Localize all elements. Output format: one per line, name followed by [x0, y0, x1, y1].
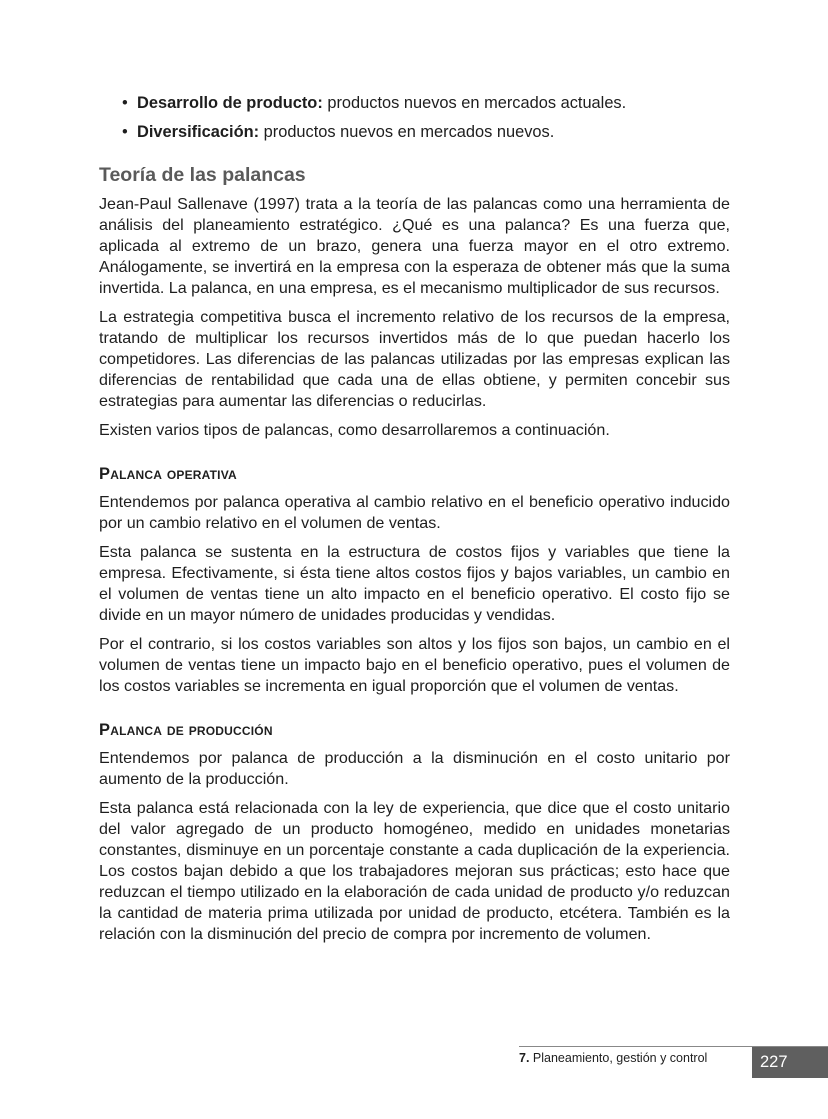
subsection-heading-produccion: Palanca de producción: [99, 721, 273, 739]
paragraph: Jean-Paul Sallenave (1997) trata a la teoría de las palancas como una herramienta de análisis del planeamiento estratégico. ¿Qué es una palanca? Es una fuerza que, aplicada al extremo de un brazo, genera una fuerza mayor en el otro extremo. Análogamente, se invertirá en la empresa con la esperaza de obtener más que la suma invertida. La palanca, en una empresa, es el mecanismo multiplicador de sus recursos.: [99, 195, 730, 297]
bullet-term: Diversificación:: [137, 123, 260, 141]
paragraph: Entendemos por palanca operativa al cambio relativo en el beneficio operativo inducido por un cambio relativo en el volumen de ventas.: [99, 493, 730, 532]
chapter-title: Planeamiento, gestión y control: [529, 1051, 708, 1065]
section-heading: Teoría de las palancas: [99, 164, 306, 186]
paragraph: Existen varios tipos de palancas, como desarrollaremos a continuación.: [99, 421, 610, 439]
list-item: [122, 92, 730, 114]
chapter-number: 7.: [519, 1051, 530, 1065]
page-content: [99, 92, 730, 953]
page-number: 227: [752, 1047, 828, 1078]
paragraph: Esta palanca está relacionada con la ley de experiencia, que dice que el costo unitario del valor agregado de un producto homogéneo, medido en unidades monetarias constantes, disminuye en un porcentaje constante a cada duplicación de la experiencia. Los costos bajan debido a que los trabajadores mejoran sus prácticas; esto hace que reduzcan el tiempo utilizado en la elaboración de cada unidad de producto y/o reduzcan la cantidad de materia prima utilizada por unidad de producto, etcétera. También es la relación con la disminución del precio de compra por incremento de volumen.: [99, 799, 730, 943]
bullet-term: Desarrollo de producto:: [137, 94, 323, 112]
list-item: [122, 121, 730, 143]
bullet-list: [99, 92, 730, 143]
bullet-text: productos nuevos en mercados nuevos.: [259, 123, 555, 141]
paragraph: Entendemos por palanca de producción a la disminución en el costo unitario por aumento de la producción.: [99, 749, 730, 788]
footer-chapter: [519, 1049, 707, 1067]
paragraph: La estrategia competitiva busca el incremento relativo de los recursos de la empresa, tratando de multiplicar los recursos invertidos más de lo que puedan hacerlo los competidores. Las diferencias de las palancas utilizadas por las empresas explican las diferencias de rentabilidad que cada una de ellas obtiene, y permiten concebir sus estrategias para aumentar las diferencias o reducirlas.: [99, 308, 730, 410]
paragraph: Por el contrario, si los costos variables son altos y los fijos son bajos, un cambio en el volumen de ventas tiene un impacto bajo en el beneficio operativo, pues el volumen de los costos variables se incrementa en igual proporción que el volumen de ventas.: [99, 635, 730, 695]
bullet-text: productos nuevos en mercados actuales.: [322, 94, 627, 112]
subsection-heading-operativa: Palanca operativa: [99, 465, 237, 483]
paragraph: Esta palanca se sustenta en la estructura de costos fijos y variables que tiene la empresa. Efectivamente, si ésta tiene altos costos fijos y bajos variables, un cambio en el volumen de ventas tiene un alto impacto en el beneficio operativo. El costo fijo se divide en un mayor número de unidades producidas y vendidas.: [99, 543, 730, 624]
